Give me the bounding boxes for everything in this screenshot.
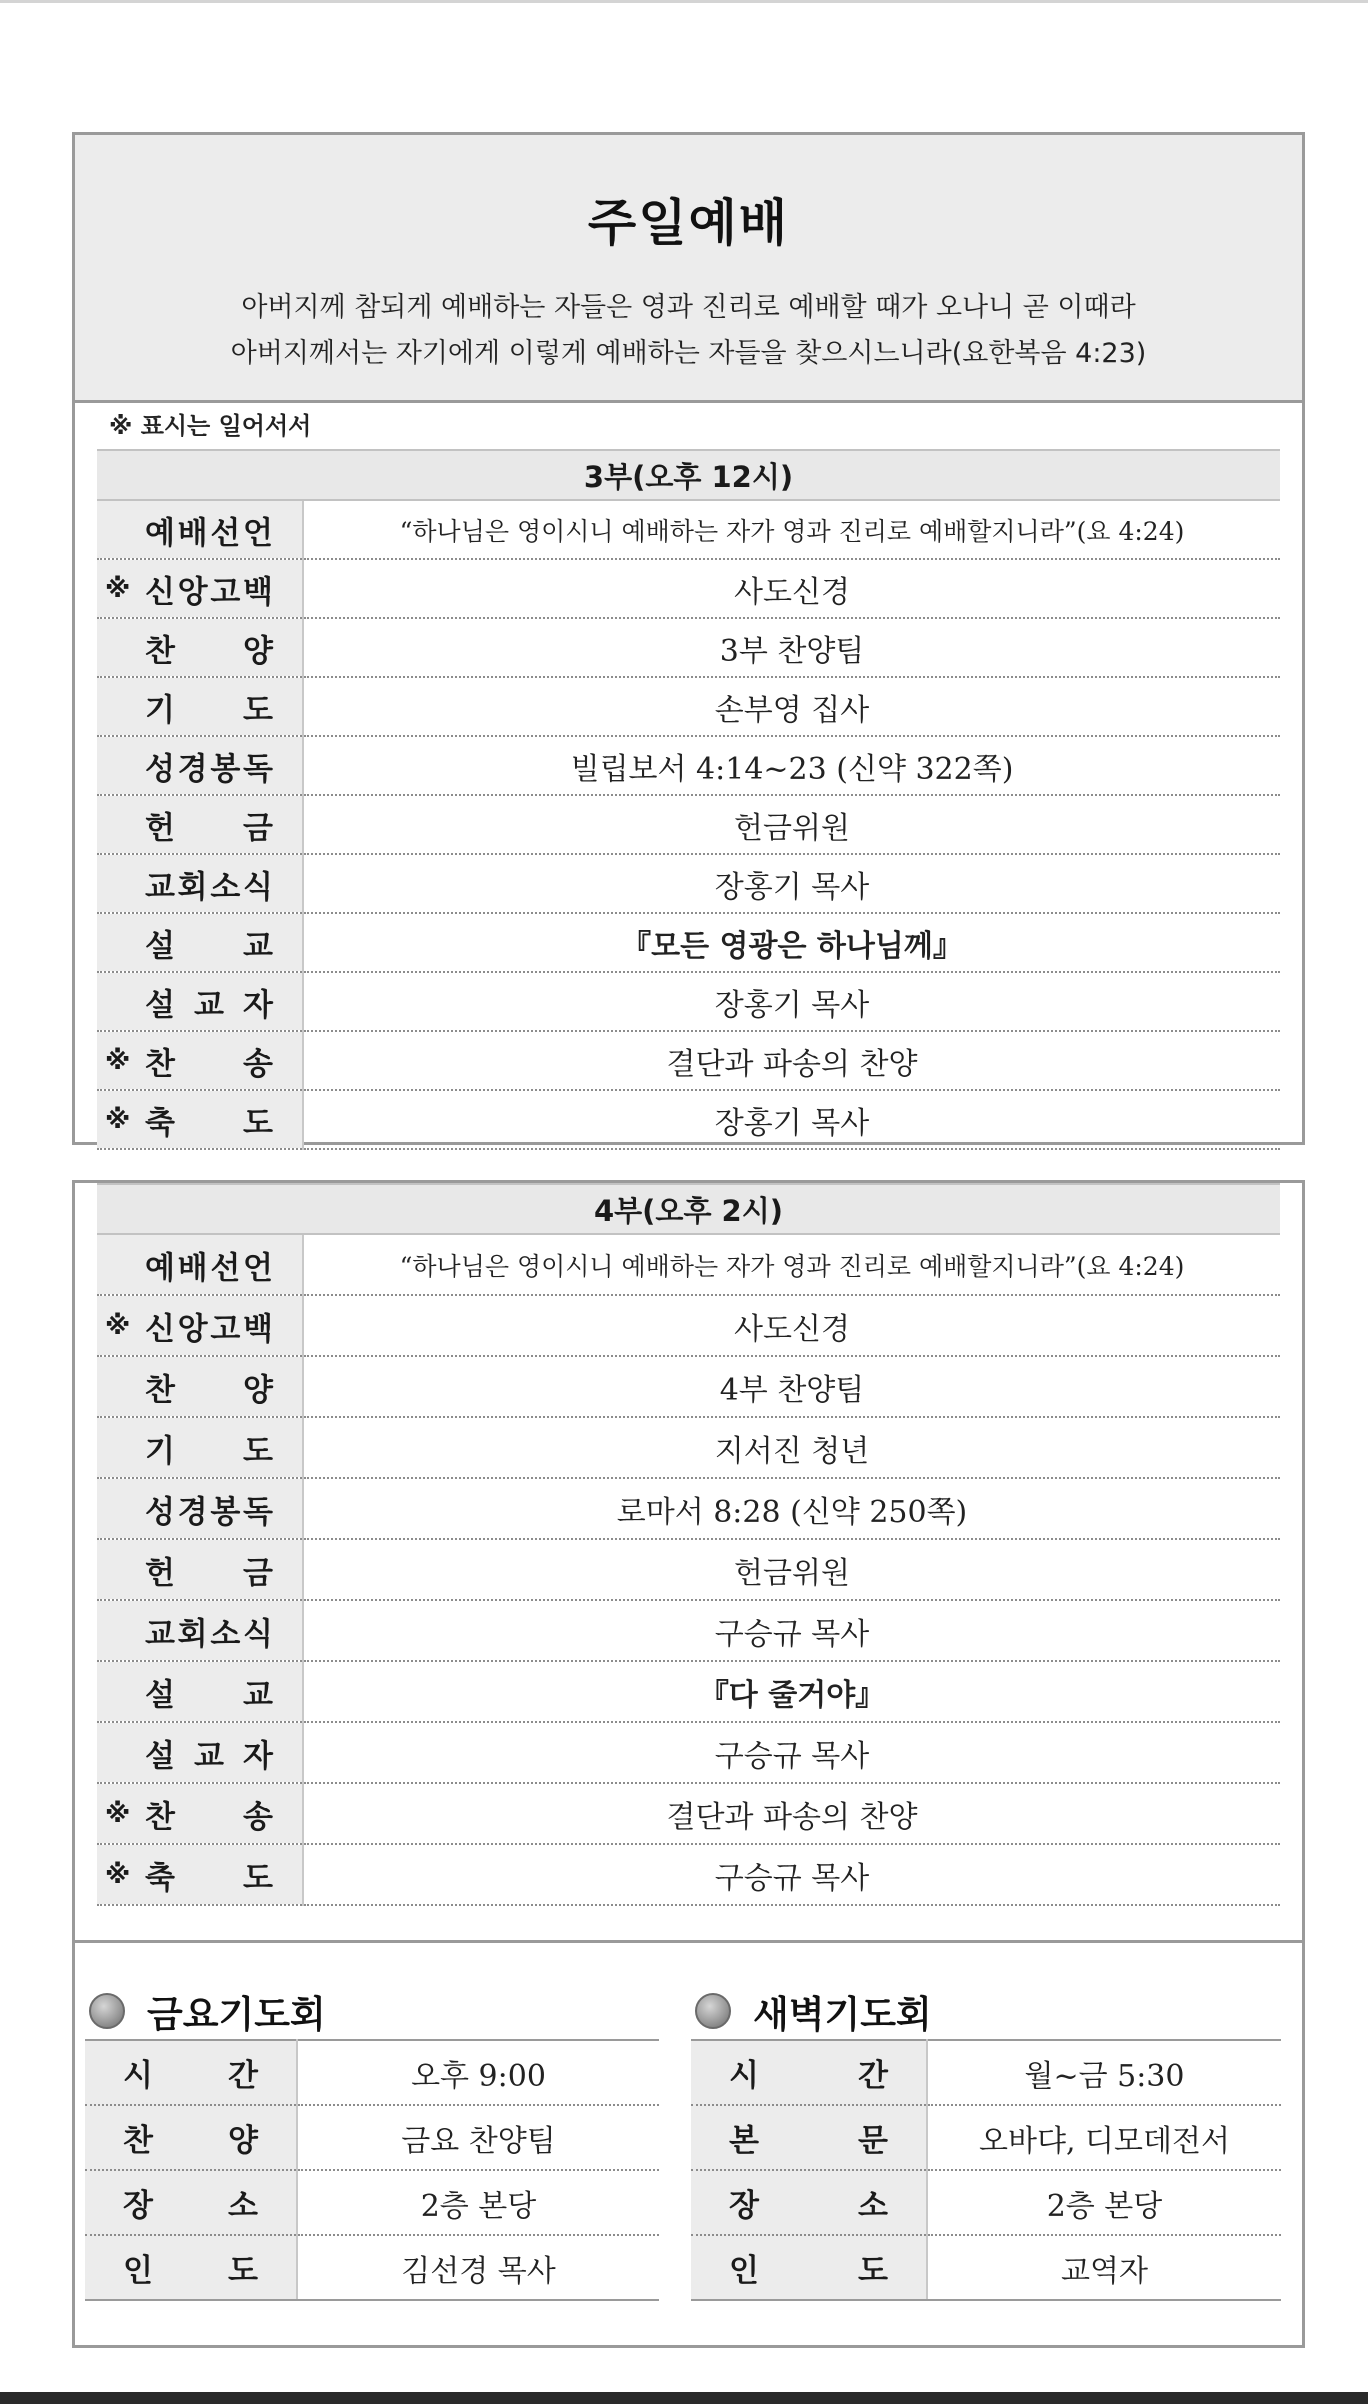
dawn-prayer-heading bbox=[691, 1983, 1281, 2039]
order-label-cell bbox=[97, 972, 303, 1031]
order-value: 로마서 8:28 (신약 250쪽) bbox=[303, 1478, 1280, 1539]
order-label: 축 도 bbox=[145, 1860, 273, 1896]
service-4-and-prayer-section bbox=[72, 1180, 1305, 2348]
prayer-label-cell bbox=[691, 2235, 927, 2300]
dawn-prayer-rows bbox=[691, 2040, 1281, 2300]
prayer-row bbox=[691, 2170, 1281, 2235]
order-value: 『모든 영광은 하나님께』 bbox=[303, 913, 1280, 972]
order-value: 빌립보서 4:14~23 (신약 322쪽) bbox=[303, 736, 1280, 795]
order-label: 성 경 봉 독 bbox=[145, 751, 273, 787]
order-label-cell bbox=[97, 500, 303, 559]
prayer-label: 장 소 bbox=[123, 2188, 258, 2224]
prayer-label-cell bbox=[85, 2105, 297, 2170]
prayer-label: 인 도 bbox=[729, 2253, 888, 2289]
order-label-cell bbox=[97, 1661, 303, 1722]
order-row bbox=[97, 1661, 1280, 1722]
order-label: 찬 양 bbox=[145, 633, 273, 669]
dawn-prayer-block bbox=[691, 1983, 1281, 2301]
prayer-label: 시 간 bbox=[123, 2058, 258, 2094]
order-label-cell bbox=[97, 1783, 303, 1844]
prayer-label-cell bbox=[691, 2040, 927, 2105]
prayer-row bbox=[85, 2235, 659, 2300]
friday-prayer-rows bbox=[85, 2040, 659, 2300]
order-value: 헌금위원 bbox=[303, 795, 1280, 854]
prayer-label-cell bbox=[85, 2040, 297, 2105]
order-value: 4부 찬양팀 bbox=[303, 1356, 1280, 1417]
order-row bbox=[97, 618, 1280, 677]
order-value: 3부 찬양팀 bbox=[303, 618, 1280, 677]
order-label-cell bbox=[97, 1031, 303, 1090]
order-label: 성 경 봉 독 bbox=[145, 1494, 273, 1530]
order-row bbox=[97, 1844, 1280, 1905]
service-4-rows bbox=[97, 1234, 1280, 1905]
standing-note: ※ 표시는 일어서서 bbox=[109, 412, 312, 440]
order-row bbox=[97, 1234, 1280, 1295]
order-label-cell bbox=[97, 913, 303, 972]
order-row bbox=[97, 677, 1280, 736]
prayer-label: 찬 양 bbox=[123, 2123, 258, 2159]
service-3-table bbox=[97, 449, 1280, 1150]
order-value: 장홍기 목사 bbox=[303, 1090, 1280, 1149]
service-4-title: 4부(오후 2시) bbox=[97, 1184, 1280, 1234]
order-label-cell bbox=[97, 1295, 303, 1356]
order-row bbox=[97, 559, 1280, 618]
prayer-label-cell bbox=[691, 2170, 927, 2235]
order-label: 설 교 자 bbox=[145, 1738, 273, 1774]
scripture-verse bbox=[75, 285, 1302, 377]
section-divider bbox=[75, 1940, 1302, 1943]
order-value: 구승규 목사 bbox=[303, 1600, 1280, 1661]
order-label-cell bbox=[97, 1539, 303, 1600]
verse-line-1: 아버지께 참되게 예배하는 자들은 영과 진리로 예배할 때가 오나니 곧 이때라 bbox=[241, 292, 1136, 323]
order-label: 설 교 bbox=[145, 928, 273, 964]
order-row bbox=[97, 1722, 1280, 1783]
order-label-cell bbox=[97, 1356, 303, 1417]
service-3-title: 3부(오후 12시) bbox=[97, 450, 1280, 500]
worship-header bbox=[75, 135, 1302, 403]
prayer-label-cell bbox=[691, 2105, 927, 2170]
order-row bbox=[97, 1478, 1280, 1539]
order-value: 헌금위원 bbox=[303, 1539, 1280, 1600]
order-value: 결단과 파송의 찬양 bbox=[303, 1783, 1280, 1844]
order-row bbox=[97, 1356, 1280, 1417]
order-label: 신 앙 고 백 bbox=[145, 574, 273, 610]
standing-mark: ※ bbox=[105, 1104, 131, 1135]
order-label-cell bbox=[97, 618, 303, 677]
prayer-value: 오바댜, 디모데전서 bbox=[927, 2105, 1281, 2170]
order-value: 구승규 목사 bbox=[303, 1722, 1280, 1783]
order-row bbox=[97, 795, 1280, 854]
order-label: 기 도 bbox=[145, 692, 273, 728]
prayer-label-cell bbox=[85, 2235, 297, 2300]
standing-mark: ※ bbox=[105, 1310, 131, 1341]
verse-line-2: 아버지께서는 자기에게 이렇게 예배하는 자들을 찾으시느니라(요한복음 4:23) bbox=[230, 338, 1147, 369]
order-value: 지서진 청년 bbox=[303, 1417, 1280, 1478]
page-title: 주일예배 bbox=[587, 194, 790, 252]
dawn-prayer-table bbox=[691, 2039, 1281, 2301]
order-label: 설 교 bbox=[145, 1677, 273, 1713]
order-label: 찬 양 bbox=[145, 1372, 273, 1408]
order-label-cell bbox=[97, 1090, 303, 1149]
friday-prayer-heading bbox=[85, 1983, 659, 2039]
order-label: 축 도 bbox=[145, 1105, 273, 1141]
bottom-bar bbox=[0, 2392, 1368, 2404]
order-label-cell bbox=[97, 559, 303, 618]
order-row bbox=[97, 1295, 1280, 1356]
order-label: 찬 송 bbox=[145, 1799, 273, 1835]
order-label-cell bbox=[97, 677, 303, 736]
prayer-row bbox=[691, 2040, 1281, 2105]
order-label: 헌 금 bbox=[145, 1555, 273, 1591]
standing-mark: ※ bbox=[105, 1798, 131, 1829]
order-row bbox=[97, 1783, 1280, 1844]
standing-mark: ※ bbox=[105, 1859, 131, 1890]
order-row bbox=[97, 972, 1280, 1031]
order-value: 결단과 파송의 찬양 bbox=[303, 1031, 1280, 1090]
order-label: 찬 송 bbox=[145, 1046, 273, 1082]
service-3-rows bbox=[97, 500, 1280, 1149]
prayer-row bbox=[85, 2105, 659, 2170]
dawn-prayer-title: 새벽기도회 bbox=[753, 1993, 932, 2036]
order-value: 장홍기 목사 bbox=[303, 972, 1280, 1031]
prayer-label: 본 문 bbox=[729, 2123, 888, 2159]
order-row bbox=[97, 1600, 1280, 1661]
prayer-value: 2층 본당 bbox=[927, 2170, 1281, 2235]
order-row bbox=[97, 1417, 1280, 1478]
prayer-row bbox=[85, 2170, 659, 2235]
order-value: 장홍기 목사 bbox=[303, 854, 1280, 913]
order-label: 기 도 bbox=[145, 1433, 273, 1469]
prayer-value: 2층 본당 bbox=[297, 2170, 659, 2235]
order-label-cell bbox=[97, 1722, 303, 1783]
order-row bbox=[97, 1031, 1280, 1090]
order-value: 구승규 목사 bbox=[303, 1844, 1280, 1905]
order-label-cell bbox=[97, 1478, 303, 1539]
order-row bbox=[97, 1090, 1280, 1149]
order-value: 손부영 집사 bbox=[303, 677, 1280, 736]
prayer-value: 월~금 5:30 bbox=[927, 2040, 1281, 2105]
order-label-cell bbox=[97, 1417, 303, 1478]
standing-mark: ※ bbox=[105, 573, 131, 604]
order-label: 교 회 소 식 bbox=[145, 1616, 273, 1652]
order-row bbox=[97, 736, 1280, 795]
prayer-row bbox=[691, 2235, 1281, 2300]
standing-mark: ※ bbox=[105, 1045, 131, 1076]
order-value: “하나님은 영이시니 예배하는 자가 영과 진리로 예배할지니라”(요 4:24) bbox=[303, 1234, 1280, 1295]
prayer-value: 금요 찬양팀 bbox=[297, 2105, 659, 2170]
sunday-worship-section bbox=[72, 132, 1305, 1145]
prayer-label: 장 소 bbox=[729, 2188, 888, 2224]
order-label: 교 회 소 식 bbox=[145, 869, 273, 905]
order-value: 사도신경 bbox=[303, 1295, 1280, 1356]
order-row bbox=[97, 1539, 1280, 1600]
prayer-value: 김선경 목사 bbox=[297, 2235, 659, 2300]
friday-prayer-title: 금요기도회 bbox=[147, 1993, 326, 2036]
prayer-label: 시 간 bbox=[729, 2058, 888, 2094]
service-4-table bbox=[97, 1183, 1280, 1906]
order-label: 설 교 자 bbox=[145, 987, 273, 1023]
friday-prayer-block bbox=[85, 1983, 659, 2301]
prayer-value: 오후 9:00 bbox=[297, 2040, 659, 2105]
order-value: 『다 줄거야』 bbox=[303, 1661, 1280, 1722]
bullet-circle-icon bbox=[89, 1993, 125, 2029]
order-label-cell bbox=[97, 854, 303, 913]
prayer-row bbox=[85, 2040, 659, 2105]
order-row bbox=[97, 913, 1280, 972]
prayer-label: 인 도 bbox=[123, 2253, 258, 2289]
prayer-row bbox=[691, 2105, 1281, 2170]
order-label-cell bbox=[97, 1844, 303, 1905]
order-row bbox=[97, 500, 1280, 559]
prayer-value: 교역자 bbox=[927, 2235, 1281, 2300]
order-label: 신 앙 고 백 bbox=[145, 1311, 273, 1347]
friday-prayer-table bbox=[85, 2039, 659, 2301]
order-label-cell bbox=[97, 795, 303, 854]
order-label-cell bbox=[97, 736, 303, 795]
prayer-label-cell bbox=[85, 2170, 297, 2235]
order-label: 헌 금 bbox=[145, 810, 273, 846]
order-label-cell bbox=[97, 1600, 303, 1661]
order-row bbox=[97, 854, 1280, 913]
top-rule bbox=[0, 0, 1368, 3]
bullet-circle-icon bbox=[695, 1993, 731, 2029]
order-value: 사도신경 bbox=[303, 559, 1280, 618]
order-label: 예 배 선 언 bbox=[145, 1250, 273, 1286]
order-label-cell bbox=[97, 1234, 303, 1295]
order-label: 예 배 선 언 bbox=[145, 515, 273, 551]
order-value: “하나님은 영이시니 예배하는 자가 영과 진리로 예배할지니라”(요 4:24) bbox=[303, 500, 1280, 559]
